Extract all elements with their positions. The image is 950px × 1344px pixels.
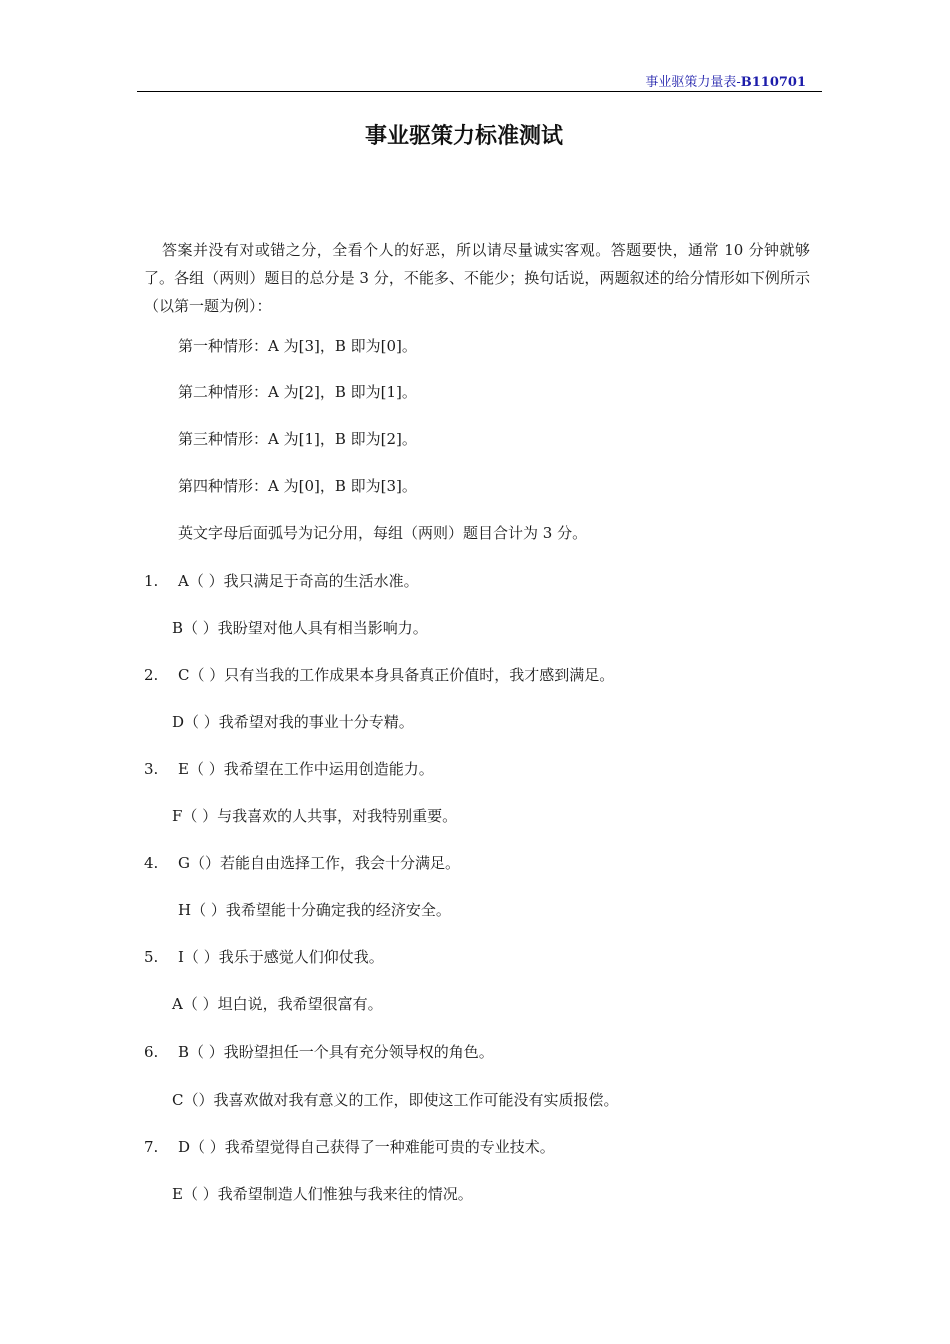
header-rule [137, 91, 822, 92]
scoring-case-1: 第一种情形：A 为[3]，B 即为[0]。 [178, 337, 417, 355]
reference-prefix: 事业驱策力量表- [645, 75, 741, 90]
scoring-case-2: 第二种情形：A 为[2]，B 即为[1]。 [178, 383, 417, 401]
question-number: 6. [144, 1043, 159, 1061]
question-statement: C（ ）只有当我的工作成果本身具备真正价值时，我才感到满足。 [178, 666, 615, 684]
question-statement: A（ ）我只满足于奇高的生活水准。 [178, 572, 419, 590]
question-number: 7. [144, 1138, 159, 1156]
question-statement: I（ ）我乐于感觉人们仰仗我。 [178, 948, 384, 966]
question-number: 4. [144, 854, 159, 872]
scoring-note: 英文字母后面弧号为记分用，每组（两则）题目合计为 3 分。 [178, 524, 588, 542]
question-statement: E（ ）我希望在工作中运用创造能力。 [178, 760, 434, 778]
question-statement: B（ ）我盼望对他人具有相当影响力。 [172, 619, 428, 637]
question-statement: G（）若能自由选择工作，我会十分满足。 [178, 854, 460, 872]
question-statement: A（ ）坦白说，我希望很富有。 [172, 995, 383, 1013]
question-number: 1. [144, 572, 159, 590]
question-number: 5. [144, 948, 159, 966]
document-reference [645, 71, 806, 90]
scoring-case-4: 第四种情形：A 为[0]，B 即为[3]。 [178, 477, 417, 495]
page-title: 事业驱策力标准测试 [364, 124, 563, 149]
question-statement: E（ ）我希望制造人们惟独与我来往的情况。 [172, 1185, 473, 1203]
question-number: 3. [144, 760, 159, 778]
intro-paragraph: 答案并没有对或错之分，全看个人的好恶，所以请尽量诚实客观。答题要快，通常 10 分钟就够了。各组（两则）题目的总分是 3 分，不能多、不能少；换句话说，两题叙述的给分情形如下例所示（以第一题为例）： [144, 241, 810, 315]
question-statement: F（ ）与我喜欢的人共事，对我特别重要。 [172, 807, 458, 825]
question-statement: D（ ）我希望对我的事业十分专精。 [172, 713, 414, 731]
reference-code: B110701 [740, 75, 806, 90]
question-statement: B（ ）我盼望担任一个具有充分领导权的角色。 [178, 1043, 494, 1061]
scoring-case-3: 第三种情形：A 为[1]，B 即为[2]。 [178, 430, 417, 448]
question-statement: H（ ）我希望能十分确定我的经济安全。 [178, 901, 451, 919]
question-number: 2. [144, 666, 159, 684]
question-statement: D（ ）我希望觉得自己获得了一种难能可贵的专业技术。 [178, 1138, 555, 1156]
question-statement: C（）我喜欢做对我有意义的工作，即使这工作可能没有实质报偿。 [172, 1091, 619, 1109]
